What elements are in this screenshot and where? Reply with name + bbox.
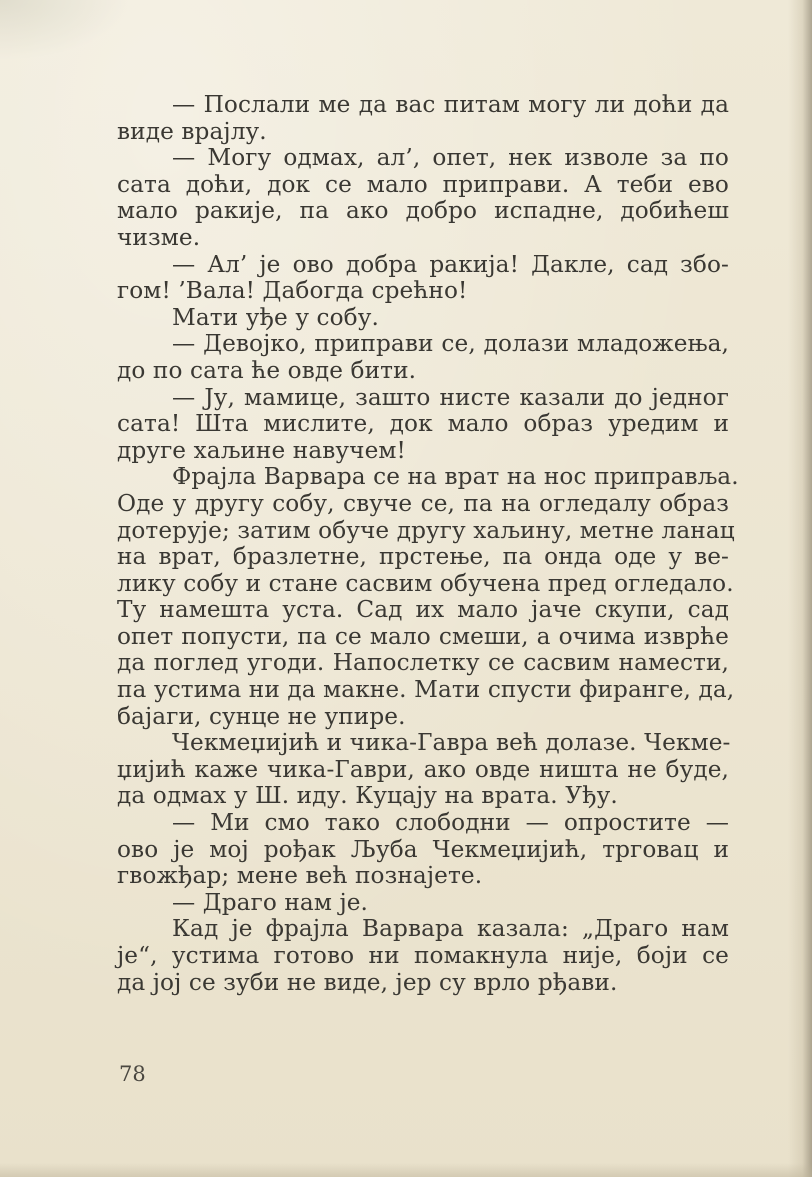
text-line: сата! Шта мислите, док мало образ уредим и xyxy=(117,410,729,438)
text-line: чизме. xyxy=(117,223,201,251)
text-line: па устима ни да макне. Мати спусти фиранге, да, xyxy=(117,676,735,704)
text-line: — Послали ме да вас питам могу ли доћи да xyxy=(172,91,729,118)
text-line: виде врајлу. xyxy=(117,117,267,145)
text-line: — Могу одмах, ал’, опет, нек изволе за по xyxy=(172,144,729,172)
page-number: 78 xyxy=(119,1062,146,1086)
text-line: друге хаљине навучем! xyxy=(117,436,406,464)
text-line: — Девојко, приправи се, долази младожења, xyxy=(172,330,729,358)
text-line: мало ракије, па ако добро испадне, добићеш xyxy=(117,197,729,225)
text-line: ово је мој рођак Љуба Чекмеџијић, трговац и xyxy=(117,835,729,863)
text-line: да одмах у Ш. иду. Куцају на врата. Уђу. xyxy=(117,782,618,810)
text-line: — Драго нам је. xyxy=(172,888,369,916)
text-line: — Ми смо тако слободни — опростите — xyxy=(172,809,729,837)
text-line: до по сата ће овде бити. xyxy=(117,356,417,384)
body-text xyxy=(117,91,739,996)
text-line: Кад је фрајла Варвара казала: „Драго нам xyxy=(172,915,729,943)
page-edge-shadow xyxy=(788,0,812,1177)
text-line: Мати уђе у собу. xyxy=(172,303,379,331)
text-line: — Ју, мамице, зашто нисте казали до једног xyxy=(172,383,729,411)
text-line: на врат, бразлетне, прстење, па онда оде у ве- xyxy=(117,543,729,571)
text-line: џијић каже чика-Гаври, ако овде ништа не буде, xyxy=(117,755,729,783)
text-line: да поглед угоди. Напослетку се сасвим намести, xyxy=(117,649,729,677)
paper-stain xyxy=(0,0,130,60)
text-line: да јој се зуби не виде, јер су врло рђави. xyxy=(117,968,618,996)
text-line: Чекмеџијић и чика-Гавра већ долазе. Чекме- xyxy=(172,729,731,757)
text-line: опет попусти, па се мало смеши, а очима изврће xyxy=(117,622,729,650)
text-line: гом! ’Вала! Дабогда срећно! xyxy=(117,277,468,305)
text-line: гвожђар; мене већ познајете. xyxy=(117,862,483,890)
text-line: — Ал’ је ово добра ракија! Дакле, сад збо- xyxy=(172,250,729,278)
page-bottom-edge xyxy=(0,1163,812,1177)
text-line: Фрајла Варвара се на врат на нос приправља. xyxy=(172,463,739,491)
text-line: је“, устима готово ни помакнула није, боји се xyxy=(117,942,729,969)
text-line: Оде у другу собу, свуче се, па на огледалу образ xyxy=(117,489,729,517)
text-line: лику собу и стане сасвим обучена пред огледало. xyxy=(117,569,734,597)
text-line: сата доћи, док се мало приправи. А теби ево xyxy=(117,170,729,198)
text-line: дотерује; затим обуче другу хаљину, метне ланац xyxy=(117,516,735,544)
text-line: Ту намешта уста. Сад их мало јаче скупи, сад xyxy=(117,596,729,624)
text-line: бајаги, сунце не упире. xyxy=(117,702,406,730)
